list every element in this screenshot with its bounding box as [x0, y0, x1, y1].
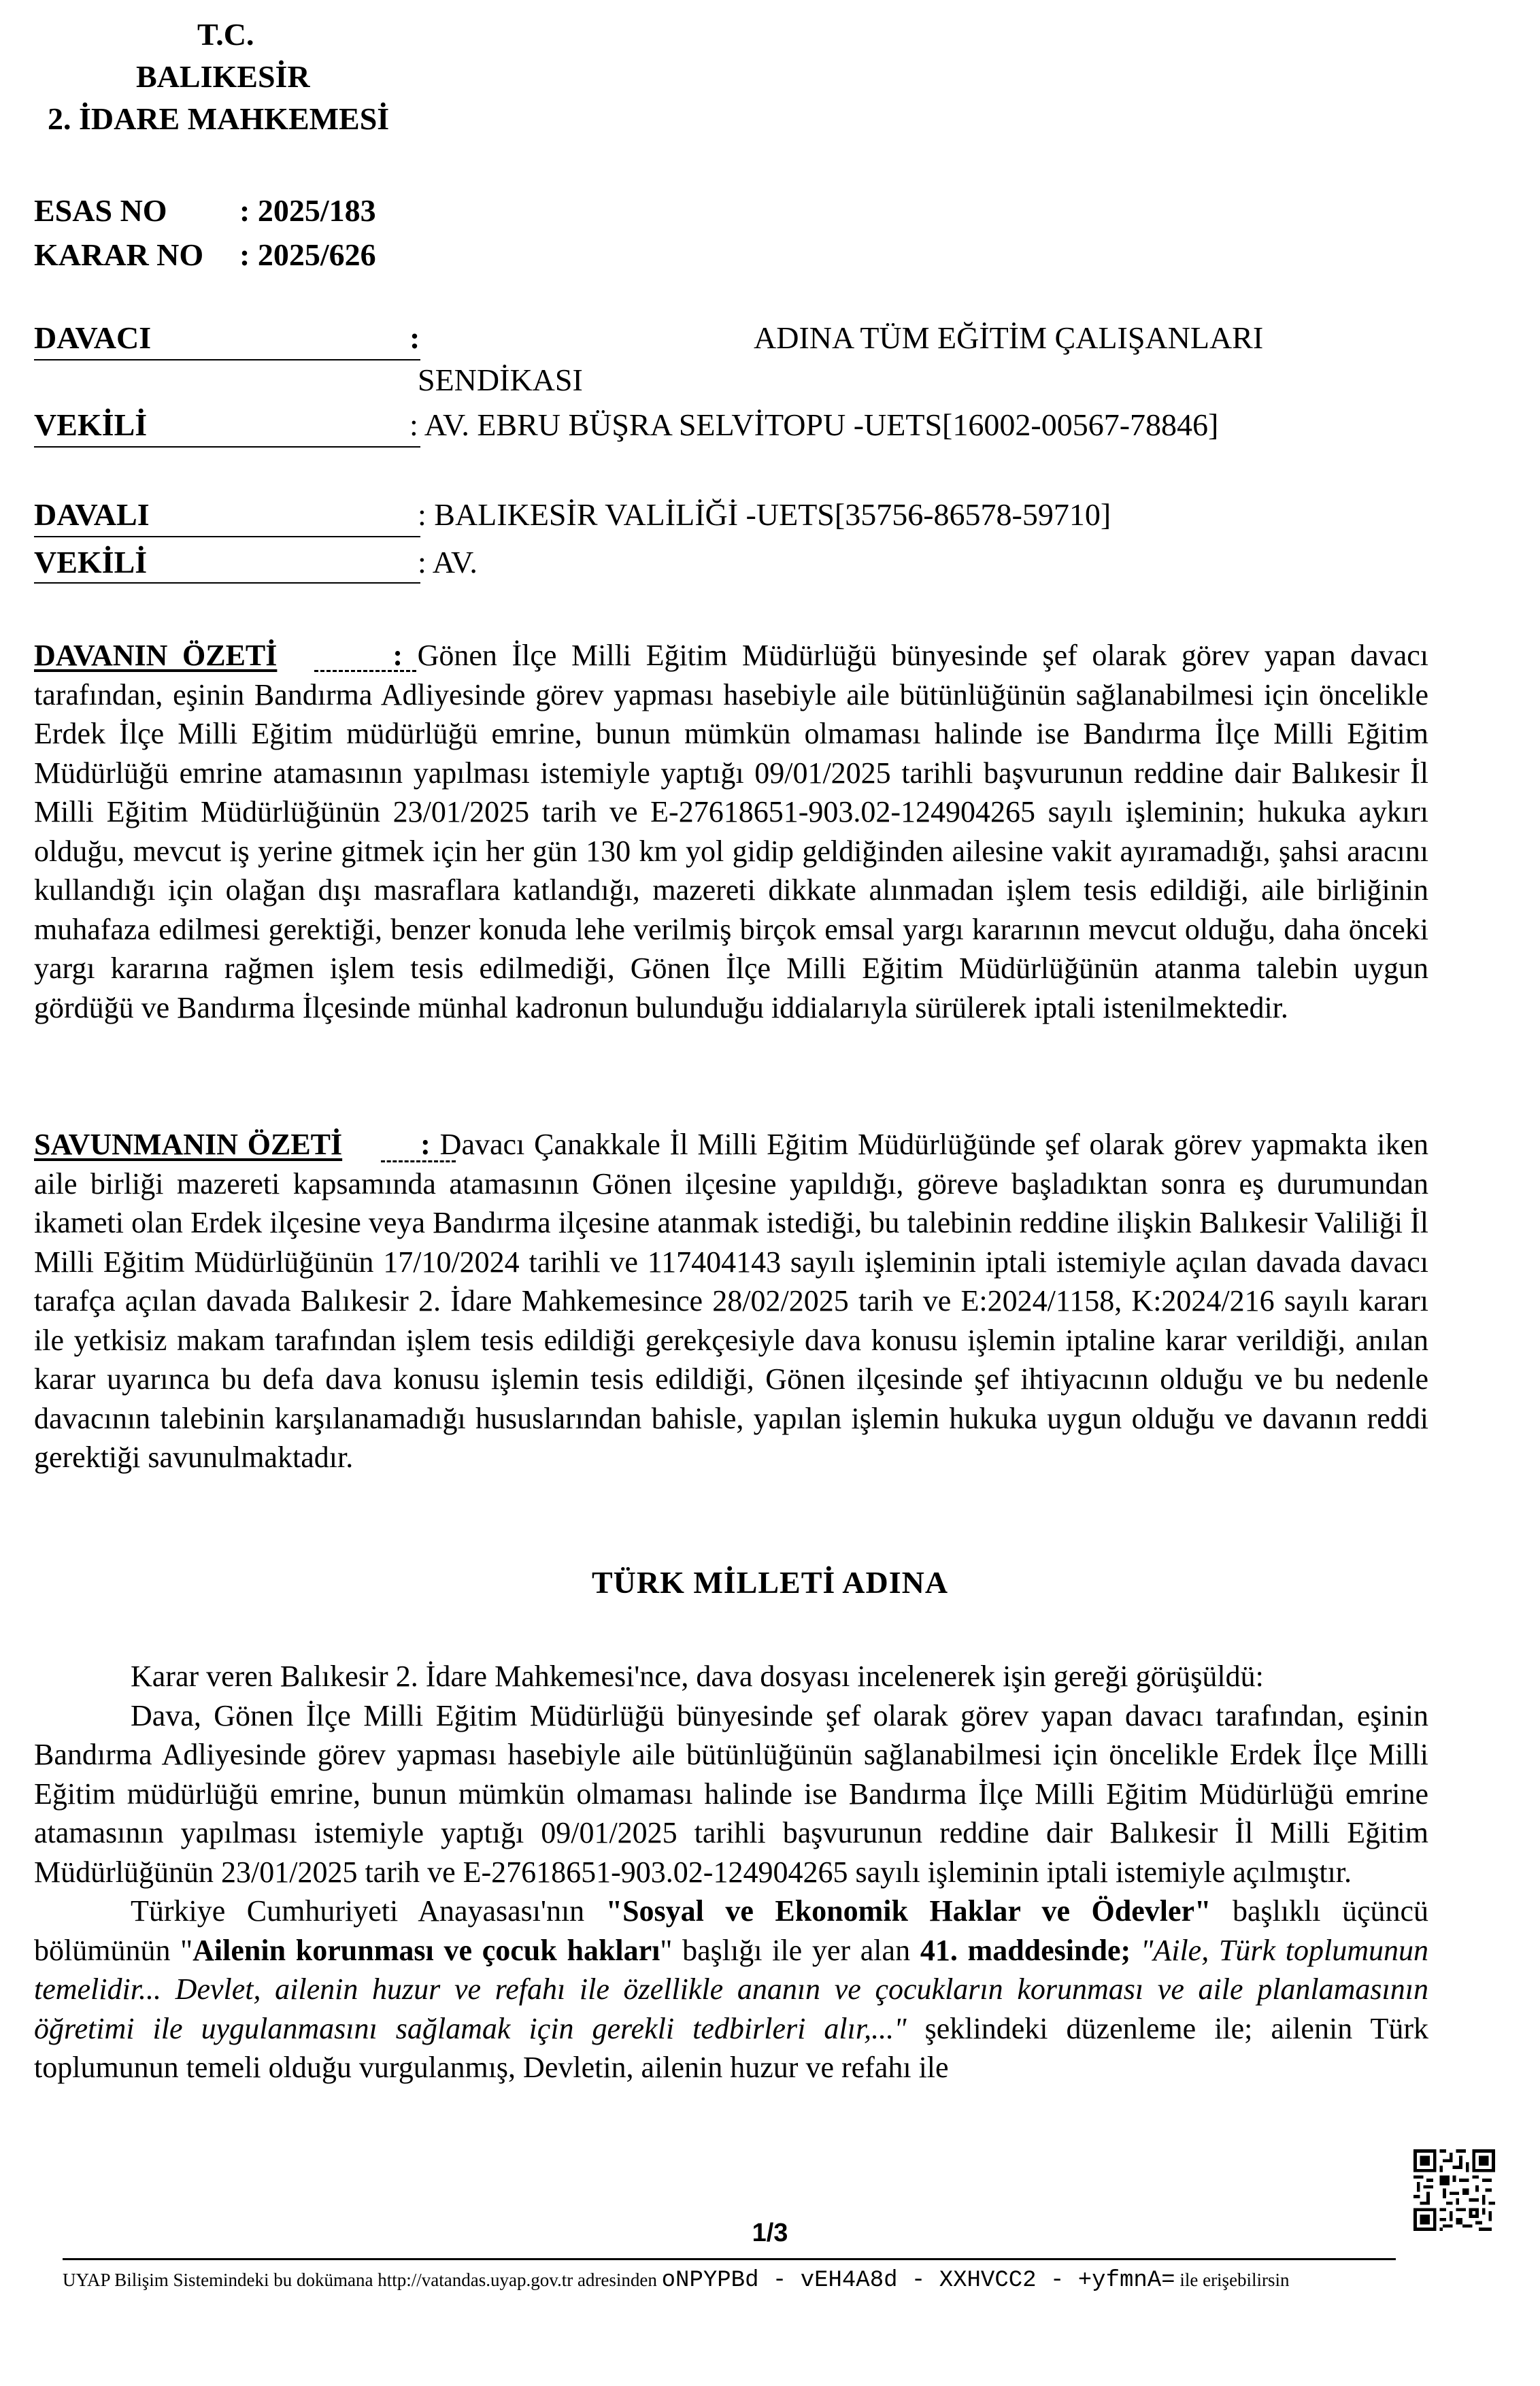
davali-value: : BALIKESİR VALİLİĞİ -UETS[35756-86578-59710]	[418, 497, 1111, 532]
body-p3-a: Türkiye Cumhuriyeti Anayasası'nın	[131, 1894, 606, 1928]
body-p3-g: "Aile, Türk toplumunun temelidir... Devlet, ailenin huzur ve refahı ile özellikle ananın ve çocukların korunması ve aile planlamasının öğretimi ile uygulanmasını sağlamak için gerekli tedbirleri alır,..."	[34, 1933, 1429, 2045]
body-paragraph-1: Karar veren Balıkesir 2. İdare Mahkemesi'nce, dava dosyası incelenerek işin gereği görüşüldü:	[131, 1660, 1264, 1693]
davaci-vekili-underline	[34, 446, 420, 448]
davali-vekili-value: : AV.	[418, 545, 478, 579]
footer-divider	[63, 2258, 1396, 2260]
decision-title: TÜRK MİLLETİ ADINA	[591, 1565, 949, 1600]
davali-vekili-label: VEKİLİ	[34, 545, 148, 579]
savunma-ozeti-colon: :	[420, 1128, 431, 1161]
davali-underline	[34, 536, 420, 537]
dava-ozeti-section	[34, 636, 1428, 1027]
verification-code: oNPYPBd - vEH4A8d - XXHVCC2 - +yfmnA=	[661, 2268, 1175, 2293]
body-p3-h: şeklindeki düzenleme ile; ailenin Türk toplumunun temeli olduğu vurgulanmış, Devletin, ailenin huzur ve refahı ile	[34, 2011, 1428, 2084]
body-paragraph-2: Dava, Gönen İlçe Milli Eğitim Müdürlüğü bünyesinde şef olarak görev yapan davacı tarafından, eşinin Bandırma Adliyesinde görev yapması hasebiyle aile bütünlüğünün sağlanabilmesi için öncelikle Erdek İlçe Milli Eğitim müdürlüğü emrine, bunun mümkün olmaması halinde ise Bandırma İlçe Milli Eğitim Müdürlüğü emrine atamasının yapılması istemiyle yaptığı 09/01/2025 tarihli başvurunun reddine dair Balıkesir İl Milli Eğitim Müdürlüğünün 23/01/2025 tarih ve E-27618651-903.02-124904265 sayılı işleminin iptali istemiyle açılmıştır.	[34, 1698, 1428, 1889]
dava-ozeti-text: Gönen İlçe Milli Eğitim Müdürlüğü bünyesinde şef olarak görev yapan davacı tarafından, eşinin Bandırma Adliyesinde görev yapması hasebiyle aile bütünlüğünün sağlanabilmesi için öncelikle Erdek İlçe Milli Eğitim müdürlüğü emrine, bunun mümkün olmaması halinde ise Bandırma İlçe Milli Eğitim Müdürlüğü emrine atamasının yapılması istemiyle yaptığı 09/01/2025 tarihli başvurunun reddine dair Balıkesir İl Milli Eğitim Müdürlüğünün 23/01/2025 tarih ve E-27618651-903.02-124904265 sayılı işleminin; hukuka aykırı olduğu, mevcut iş yerine gitmek için her gün 130 km yol gidip geldiğinden ailesine vakit ayıramadığı, şahsi aracını kullandığı için olağan dışı masraflara katlandığı, mazereti dikkate alınmadan işlem tesis edildiği, aile birliğinin muhafaza edilmesi gerektiği, benzer konuda lehe verilmiş birçok emsal yargı kararının mevcut olduğu, daha önceki yargı kararına rağmen işlem tesis edilmediği, Gönen İlçe Milli Eğitim Müdürlüğünün atanma talebin uygun gördüğü ve Bandırma İlçesinde münhal kadronun bulunduğu iddialarıyla sürülerek iptali istenilmektedir.	[34, 639, 1428, 1024]
davaci-vekili-value: : AV. EBRU BÜŞRA SELVİTOPU -UETS[16002-00567-78846]	[409, 407, 1219, 442]
body-p3-c: başlıklı üçüncü bölümünün "	[34, 1894, 1429, 1967]
body-paragraph-3	[34, 1892, 1428, 2087]
davaci-label: DAVACI	[34, 320, 152, 355]
court-tc: T.C.	[197, 17, 254, 52]
esas-value: : 2025/183	[239, 193, 376, 228]
dava-ozeti-dash	[314, 670, 416, 672]
savunma-ozeti-dash	[381, 1160, 456, 1162]
body-p3-d: Ailenin korunması ve çocuk hakları	[192, 1933, 660, 1967]
dava-ozeti-label: DAVANIN ÖZETİ	[34, 639, 278, 672]
court-name: 2. İDARE MAHKEMESİ	[48, 101, 390, 136]
savunma-ozeti-section	[34, 1125, 1428, 1477]
esas-label: ESAS NO	[34, 193, 167, 228]
court-city: BALIKESİR	[136, 59, 310, 94]
savunma-ozeti-text: Davacı Çanakkale İl Milli Eğitim Müdürlüğünde şef olarak görev yapmakta iken aile birliği mazereti kapsamında atamasının Gönen ilçesine yapıldığı, göreve başladıktan sonra eş durumundan ikameti olan Erdek ilçesine veya Bandırma ilçesine atanmak istediği, bu talebinin reddine ilişkin Balıkesir Valiliği İl Milli Eğitim Müdürlüğünün 17/10/2024 tarihli ve 117404143 sayılı işleminin iptali istemiyle açılan davada davacı tarafça açılan davada Balıkesir 2. İdare Mahkemesince 28/02/2025 tarih ve E:2024/1158, K:2024/216 sayılı kararı ile yetkisiz makam tarafından işlem tesis edildiği gerekçesiyle dava konusu işlemin iptaline karar verildiği, anılan karar uyarınca bu defa dava konusu işlemin tesis edildiği, Gönen ilçesinde şef ihtiyacının olduğu ve bu nedenle davacının talebinin karşılanamadığı hususlarından bahisle, yapılan işlemin hukuka uygun olduğu ve davanın reddi gerektiği savunulmaktadır.	[34, 1128, 1428, 1474]
page-number: 1/3	[752, 2219, 788, 2247]
davaci-value: ADINA TÜM EĞİTİM ÇALIŞANLARI	[754, 320, 1264, 355]
body-p3-b: "Sosyal ve Ekonomik Haklar ve Ödevler"	[605, 1894, 1211, 1928]
davali-label: DAVALI	[34, 497, 150, 532]
court-header	[0, 14, 408, 140]
body-p3-e: " başlığı ile yer alan	[660, 1933, 920, 1967]
footer-prefix: UYAP Bilişim Sistemindeki bu dokümana http://vatandas.uyap.gov.tr adresinden	[63, 2270, 662, 2290]
body-p3-f: 41. maddesinde;	[920, 1933, 1131, 1967]
karar-value: : 2025/626	[239, 237, 376, 272]
davaci-underline	[34, 359, 420, 360]
davaci-value-cont: SENDİKASI	[418, 363, 583, 397]
savunma-ozeti-label: SAVUNMANIN ÖZETİ	[34, 1128, 343, 1161]
decision-body	[34, 1657, 1428, 2087]
davali-vekili-underline	[34, 582, 420, 584]
dava-ozeti-colon: :	[392, 639, 403, 672]
karar-label: KARAR NO	[34, 237, 204, 272]
davaci-colon: :	[409, 320, 420, 355]
footer-verification	[63, 2268, 1423, 2293]
footer-suffix: ile erişebilirsin	[1175, 2270, 1290, 2290]
davaci-vekili-label: VEKİLİ	[34, 407, 148, 442]
